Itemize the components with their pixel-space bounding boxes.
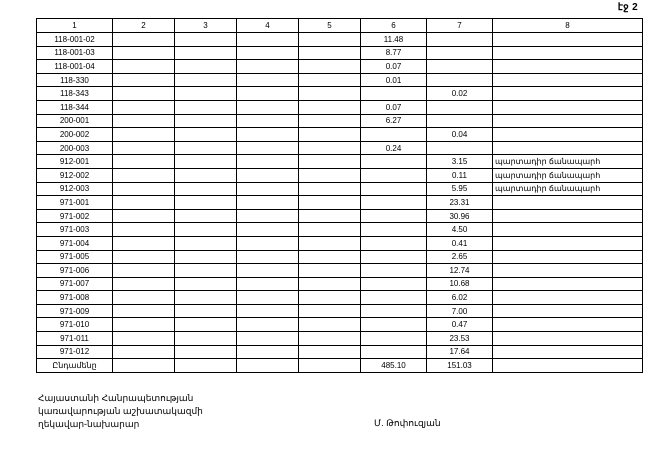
- cell-note: [493, 264, 643, 278]
- cell-code: 118-344: [37, 100, 113, 114]
- cell-col6: [361, 223, 427, 237]
- cell-col7: 0.02: [427, 87, 493, 101]
- cell-col7: 23.31: [427, 196, 493, 210]
- cell-col3: [175, 33, 237, 47]
- column-header: 1: [37, 19, 113, 33]
- cell-note: [493, 196, 643, 210]
- cell-note: [493, 291, 643, 305]
- cell-col3: [175, 318, 237, 332]
- cell-col3: [175, 196, 237, 210]
- cell-col6: 11.48: [361, 33, 427, 47]
- column-header: 4: [237, 19, 299, 33]
- cell-code: 118-343: [37, 87, 113, 101]
- cell-col2: [113, 73, 175, 87]
- table-row: [37, 196, 643, 210]
- cell-code: 971-004: [37, 236, 113, 250]
- cell-note: [493, 33, 643, 47]
- column-header: 6: [361, 19, 427, 33]
- cell-col3: [175, 223, 237, 237]
- cell-col3: [175, 345, 237, 359]
- cell-col4: [237, 291, 299, 305]
- data-table: [36, 18, 643, 373]
- cell-col5: [299, 114, 361, 128]
- table-row: [37, 114, 643, 128]
- cell-col2: [113, 141, 175, 155]
- cell-note: [493, 128, 643, 142]
- cell-note: [493, 100, 643, 114]
- cell-col4: [237, 155, 299, 169]
- cell-col5: [299, 87, 361, 101]
- signature-block: [38, 392, 203, 431]
- cell-col5: [299, 100, 361, 114]
- cell-code: 971-009: [37, 304, 113, 318]
- cell-col5: [299, 182, 361, 196]
- cell-code: 118-001-04: [37, 60, 113, 74]
- cell-code: 118-330: [37, 73, 113, 87]
- cell-col3: [175, 128, 237, 142]
- table-row: [37, 236, 643, 250]
- column-header: 5: [299, 19, 361, 33]
- cell-col2: [113, 318, 175, 332]
- cell-col3: [175, 277, 237, 291]
- cell-col3: [175, 291, 237, 305]
- cell-note: [493, 114, 643, 128]
- cell-note: [493, 46, 643, 60]
- cell-col6: [361, 277, 427, 291]
- cell-col2: [113, 114, 175, 128]
- cell-col2: [113, 196, 175, 210]
- cell-col7: [427, 100, 493, 114]
- cell-col4: [237, 223, 299, 237]
- cell-col7: 0.41: [427, 236, 493, 250]
- cell-code: 200-002: [37, 128, 113, 142]
- cell-col2: [113, 291, 175, 305]
- cell-col2: [113, 264, 175, 278]
- column-header: 8: [493, 19, 643, 33]
- cell-col3: [175, 236, 237, 250]
- cell-col3: [175, 87, 237, 101]
- cell-col5: [299, 60, 361, 74]
- cell-col4: [237, 182, 299, 196]
- column-header: 3: [175, 19, 237, 33]
- cell-col4: [237, 264, 299, 278]
- cell-col6: 0.01: [361, 73, 427, 87]
- cell-note: [493, 345, 643, 359]
- cell-col5: [299, 318, 361, 332]
- cell-col4: [237, 100, 299, 114]
- total-col6: 485.10: [361, 359, 427, 373]
- cell-col4: [237, 46, 299, 60]
- table-row: [37, 141, 643, 155]
- cell-col6: [361, 345, 427, 359]
- cell-note: պարտադիր ճանապարհ: [493, 182, 643, 196]
- cell-col5: [299, 223, 361, 237]
- total-col2: [113, 359, 175, 373]
- cell-col5: [299, 141, 361, 155]
- total-label: Ընդամենը: [37, 359, 113, 373]
- cell-col5: [299, 155, 361, 169]
- cell-code: 200-003: [37, 141, 113, 155]
- total-col4: [237, 359, 299, 373]
- cell-col7: [427, 114, 493, 128]
- cell-col3: [175, 46, 237, 60]
- cell-col5: [299, 236, 361, 250]
- cell-col5: [299, 46, 361, 60]
- cell-col3: [175, 114, 237, 128]
- cell-col4: [237, 277, 299, 291]
- cell-col7: 7.00: [427, 304, 493, 318]
- cell-col4: [237, 318, 299, 332]
- cell-col4: [237, 128, 299, 142]
- cell-note: [493, 236, 643, 250]
- cell-col7: 0.47: [427, 318, 493, 332]
- cell-code: 971-005: [37, 250, 113, 264]
- table-row: [37, 209, 643, 223]
- table-row: [37, 332, 643, 346]
- cell-col2: [113, 332, 175, 346]
- cell-col7: 17.64: [427, 345, 493, 359]
- cell-col2: [113, 168, 175, 182]
- cell-col4: [237, 33, 299, 47]
- cell-col6: 6.27: [361, 114, 427, 128]
- cell-col5: [299, 73, 361, 87]
- cell-col3: [175, 332, 237, 346]
- cell-code: 971-001: [37, 196, 113, 210]
- cell-col6: [361, 236, 427, 250]
- cell-col7: 0.11: [427, 168, 493, 182]
- cell-col5: [299, 332, 361, 346]
- cell-note: [493, 60, 643, 74]
- cell-col2: [113, 277, 175, 291]
- cell-col2: [113, 209, 175, 223]
- cell-col4: [237, 168, 299, 182]
- cell-col2: [113, 304, 175, 318]
- table-row: [37, 87, 643, 101]
- cell-col3: [175, 73, 237, 87]
- cell-col3: [175, 100, 237, 114]
- cell-code: 971-008: [37, 291, 113, 305]
- table-row: [37, 345, 643, 359]
- cell-code: 971-006: [37, 264, 113, 278]
- cell-col7: [427, 60, 493, 74]
- cell-col3: [175, 182, 237, 196]
- column-header: 7: [427, 19, 493, 33]
- cell-col5: [299, 277, 361, 291]
- cell-col5: [299, 264, 361, 278]
- cell-note: [493, 250, 643, 264]
- cell-note: [493, 304, 643, 318]
- cell-col6: [361, 332, 427, 346]
- cell-col6: [361, 182, 427, 196]
- cell-col7: [427, 73, 493, 87]
- table-row: [37, 155, 643, 169]
- cell-code: 200-001: [37, 114, 113, 128]
- table-row: [37, 277, 643, 291]
- cell-note: պարտադիր ճանապարհ: [493, 168, 643, 182]
- table-row: [37, 33, 643, 47]
- total-col5: [299, 359, 361, 373]
- column-header: 2: [113, 19, 175, 33]
- table-row: [37, 60, 643, 74]
- table-row: [37, 100, 643, 114]
- cell-col7: 6.02: [427, 291, 493, 305]
- signature-line-3: ղեկավար-նախարար: [38, 419, 140, 429]
- cell-note: [493, 277, 643, 291]
- cell-col3: [175, 264, 237, 278]
- cell-code: 912-002: [37, 168, 113, 182]
- cell-col5: [299, 291, 361, 305]
- table-row: [37, 73, 643, 87]
- cell-col6: 0.24: [361, 141, 427, 155]
- cell-col2: [113, 87, 175, 101]
- cell-col6: [361, 87, 427, 101]
- cell-col6: [361, 250, 427, 264]
- cell-col3: [175, 141, 237, 155]
- table-row: [37, 128, 643, 142]
- cell-code: 971-003: [37, 223, 113, 237]
- page-number-label: էջ 2: [617, 2, 638, 13]
- cell-note: [493, 209, 643, 223]
- cell-col6: [361, 291, 427, 305]
- cell-col6: 0.07: [361, 100, 427, 114]
- cell-col6: [361, 318, 427, 332]
- cell-col7: 12.74: [427, 264, 493, 278]
- cell-code: 971-002: [37, 209, 113, 223]
- table-row: [37, 182, 643, 196]
- cell-col7: 3.15: [427, 155, 493, 169]
- cell-col4: [237, 236, 299, 250]
- table-row: [37, 264, 643, 278]
- cell-col3: [175, 168, 237, 182]
- cell-col7: [427, 141, 493, 155]
- table-row: [37, 223, 643, 237]
- cell-col7: [427, 33, 493, 47]
- cell-col7: 2.65: [427, 250, 493, 264]
- cell-col2: [113, 236, 175, 250]
- table-row: [37, 291, 643, 305]
- cell-col4: [237, 250, 299, 264]
- cell-col6: 8.77: [361, 46, 427, 60]
- cell-col4: [237, 141, 299, 155]
- signatory-name: Մ. Թոփուզյան: [374, 418, 441, 428]
- cell-note: [493, 318, 643, 332]
- cell-note: [493, 73, 643, 87]
- cell-code: 971-011: [37, 332, 113, 346]
- cell-col5: [299, 209, 361, 223]
- cell-note: [493, 141, 643, 155]
- cell-col3: [175, 250, 237, 264]
- cell-col4: [237, 60, 299, 74]
- table-header-row: [37, 19, 643, 33]
- cell-note: [493, 87, 643, 101]
- cell-col5: [299, 196, 361, 210]
- cell-col2: [113, 46, 175, 60]
- total-col3: [175, 359, 237, 373]
- table-row: [37, 318, 643, 332]
- total-col8: [493, 359, 643, 373]
- cell-col2: [113, 345, 175, 359]
- cell-col7: [427, 46, 493, 60]
- cell-col2: [113, 223, 175, 237]
- signature-line-1: Հայաստանի Հանրապետության: [38, 393, 194, 403]
- cell-col2: [113, 250, 175, 264]
- cell-col6: [361, 155, 427, 169]
- cell-col5: [299, 33, 361, 47]
- cell-col2: [113, 155, 175, 169]
- cell-col4: [237, 114, 299, 128]
- cell-col3: [175, 60, 237, 74]
- cell-col4: [237, 87, 299, 101]
- cell-code: 971-010: [37, 318, 113, 332]
- cell-col3: [175, 209, 237, 223]
- table-body: [37, 19, 643, 373]
- cell-col7: 0.04: [427, 128, 493, 142]
- cell-col7: 4.50: [427, 223, 493, 237]
- cell-col4: [237, 304, 299, 318]
- signature-line-2: կառավարության աշխատակազմի: [38, 406, 203, 416]
- cell-col4: [237, 196, 299, 210]
- cell-code: 971-012: [37, 345, 113, 359]
- cell-col6: [361, 264, 427, 278]
- cell-col3: [175, 304, 237, 318]
- cell-col2: [113, 33, 175, 47]
- table-row: [37, 304, 643, 318]
- cell-col4: [237, 332, 299, 346]
- cell-code: 971-007: [37, 277, 113, 291]
- cell-col6: [361, 209, 427, 223]
- cell-col6: 0.07: [361, 60, 427, 74]
- cell-col2: [113, 60, 175, 74]
- cell-col4: [237, 209, 299, 223]
- table-row: [37, 250, 643, 264]
- cell-col5: [299, 304, 361, 318]
- cell-note: [493, 332, 643, 346]
- cell-col5: [299, 128, 361, 142]
- cell-note: [493, 223, 643, 237]
- cell-col6: [361, 196, 427, 210]
- cell-col5: [299, 250, 361, 264]
- table-total-row: [37, 359, 643, 373]
- cell-col2: [113, 182, 175, 196]
- cell-col7: 23.53: [427, 332, 493, 346]
- cell-col6: [361, 128, 427, 142]
- table-row: [37, 46, 643, 60]
- cell-col4: [237, 73, 299, 87]
- cell-col7: 30.96: [427, 209, 493, 223]
- cell-note: պարտադիր ճանապարհ: [493, 155, 643, 169]
- cell-col3: [175, 155, 237, 169]
- cell-col5: [299, 168, 361, 182]
- cell-col2: [113, 128, 175, 142]
- cell-code: 912-001: [37, 155, 113, 169]
- cell-col7: 5.95: [427, 182, 493, 196]
- cell-col4: [237, 345, 299, 359]
- table-row: [37, 168, 643, 182]
- cell-col5: [299, 345, 361, 359]
- cell-col6: [361, 304, 427, 318]
- cell-col7: 10.68: [427, 277, 493, 291]
- cell-col2: [113, 100, 175, 114]
- cell-code: 118-001-02: [37, 33, 113, 47]
- total-col7: 151.03: [427, 359, 493, 373]
- cell-code: 912-003: [37, 182, 113, 196]
- cell-col6: [361, 168, 427, 182]
- cell-code: 118-001-03: [37, 46, 113, 60]
